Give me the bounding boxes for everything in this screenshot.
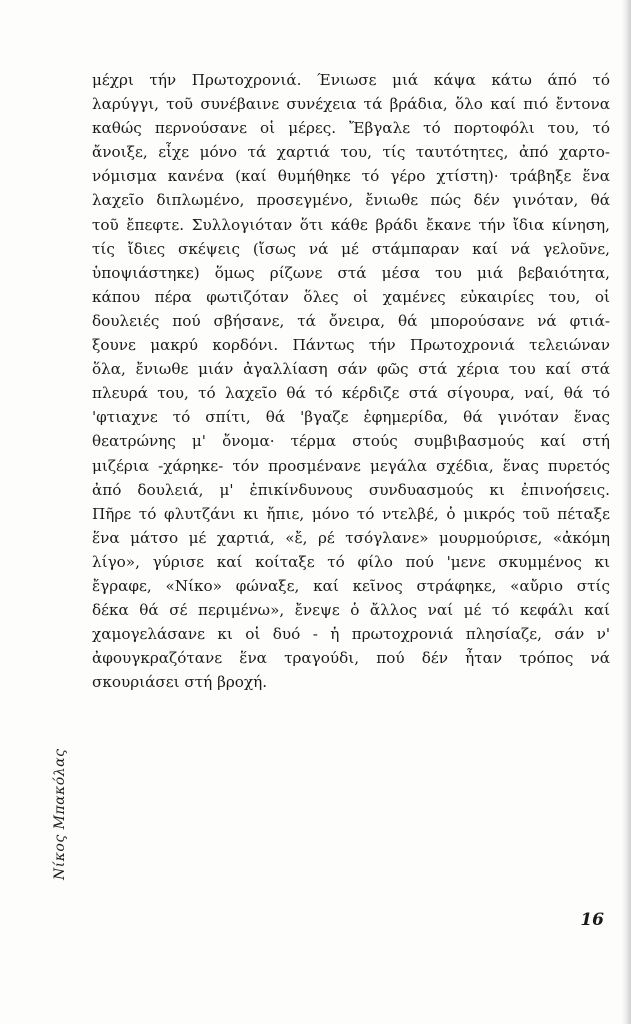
page-number: 16 <box>580 910 604 930</box>
text-line: λίγο», γύρισε καί κοίταξε τό φίλο πού 'μενε σκυμμένος κι <box>92 552 610 571</box>
text-line: ἕνα μάτσο μέ χαρτιά, «ἔ, ρέ τσόγλανε» μουρμούρισε, «ἀκόμη <box>92 528 610 547</box>
text-line: νόμισμα κανένα (καί θυμήθηκε τό γέρο χτίστη)· τράβηξε ἕνα <box>92 167 610 186</box>
text-line: μιζέρια -χάρηκε- τόν προσμένανε μεγάλα σχέδια, ἕνας πυρετός <box>92 456 610 475</box>
text-line: δουλειές πού σβήσανε, τά ὄνειρα, θά μπορούσανε νά φτιά- <box>92 311 610 330</box>
text-line: θεατρώνης μ' ὄνομα· τέρμα στούς συμβιβασμούς καί στή <box>92 432 610 451</box>
text-line: πλευρά του, τό λαχεῖο θά τό κέρδιζε στά σίγουρα, ναί, θά τό <box>92 384 610 403</box>
text-line: τίς ἴδιες σκέψεις (ἴσως νά μέ στάμπαραν καί νά γελοῦνε, <box>92 239 610 258</box>
text-line: μέχρι τήν Πρωτοχρονιά. Ένιωσε μιά κάψα κάτω άπό τό <box>92 71 610 89</box>
text-line: καθώς περνούσανε οἱ μέρες. Ἔβγαλε τό πορτοφόλι του, τό <box>92 119 610 138</box>
text-line: ἀφουγκραζότανε ἕνα τραγούδι, πού δέν ἦταν τρόπος νά <box>92 649 610 668</box>
text-line: τοῦ ἔπεφτε. Συλλογιόταν ὅτι κάθε βράδι ἔκανε τήν ἴδια κίνηση, <box>92 215 610 234</box>
text-line: δέκα θά σέ περιμένω», ἔνεψε ὁ ἄλλος ναί μέ τό κεφάλι καί <box>92 601 610 620</box>
text-line: 'φτιαχνε τό σπίτι, θά 'βγαζε ἐφημερίδα, θά γινόταν ἕνας <box>92 408 610 427</box>
text-line: Πῆρε τό φλυτζάνι κι ἤπιε, μόνο τό ντελβέ, ὁ μικρός τοῦ πέταξε <box>92 504 610 523</box>
text-line: χαμογελάσανε κι οἱ δυό - ἡ πρωτοχρονιά πλησίαζε, σάν ν' <box>92 625 610 644</box>
text-line: ξουνε μακρύ κορδόνι. Πάντως τήν Πρωτοχρονιά τελειώναν <box>92 336 610 355</box>
text-line: σκουριάσει στή βροχή. <box>92 673 268 692</box>
text-line: ἀπό δουλειά, μ' ἐπικίνδυνους συνδυασμούς κι ἐπινοήσεις. <box>92 480 610 499</box>
author-running-head: Νίκος Μπακόλας <box>52 748 68 880</box>
text-line: λαχεῖο διπλωμένο, προσεγμένο, ἔνιωθε πώς δέν γινόταν, θά <box>92 191 610 210</box>
page-edge-shadow <box>621 0 631 1024</box>
body-text <box>92 68 610 694</box>
text-line: ὑποψιάστηκε) ὅμως ρίζωνε στά μέσα του μιά βεβαιότητα, <box>92 263 610 282</box>
text-line: λαρύγγι, τοῦ συνέβαινε συνέχεια τά βράδια, ὅλο καί πιό ἔντονα <box>92 95 610 114</box>
text-line: ὅλα, ἔνιωθε μιάν ἀγαλλίαση σάν φῶς στά χέρια του καί στά <box>92 360 610 379</box>
text-line: ἔγραφε, «Νίκο» φώναξε, καί κεῖνος στράφηκε, «αὔριο στίς <box>92 576 610 595</box>
text-line: κάπου πέρα φωτιζόταν ὅλες οἱ χαμένες εὐκαιρίες του, οἱ <box>92 287 610 306</box>
text-line: ἄνοιξε, εἶχε μόνο τά χαρτιά του, τίς ταυτότητες, ἀπό χαρτο- <box>92 143 610 162</box>
